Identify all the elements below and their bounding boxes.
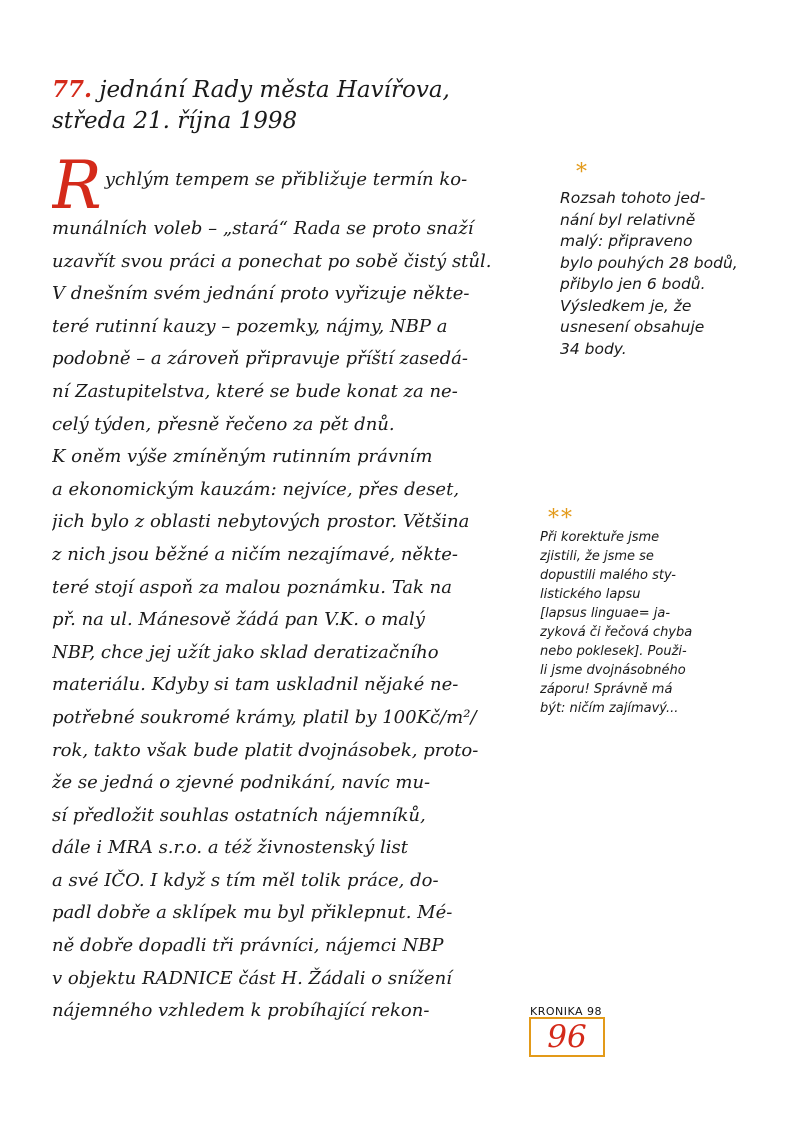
body-line: V dnešním svém jednání proto vyřizuje někte- bbox=[52, 283, 470, 305]
note-line: li jsme dvojnásobného bbox=[540, 663, 686, 678]
body-line: že se jedná o zjevné podnikání, navíc mu- bbox=[52, 772, 431, 794]
meeting-heading bbox=[52, 74, 512, 137]
note-line: [lapsus linguae= ja- bbox=[540, 606, 671, 621]
body-line: př. na ul. Mánesově žádá pan V.K. o malý bbox=[52, 609, 425, 631]
heading-title: jednání Rady města Havířova, bbox=[92, 77, 450, 103]
body-line: celý týden, přesně řečeno za pět dnů. bbox=[52, 413, 395, 435]
body-line: padl dobře a sklípek mu byl přiklepnut. Mé- bbox=[52, 902, 453, 924]
body-line: munálních voleb – „stará“ Rada se proto snaží bbox=[52, 218, 474, 239]
page-number: 96 bbox=[547, 1019, 587, 1055]
note-line: Výsledkem je, že bbox=[560, 296, 692, 315]
body-line: a ekonomickým kauzám: nejvíce, přes deset, bbox=[52, 478, 460, 500]
drop-cap: R bbox=[52, 148, 102, 212]
note-line: být: ničím zajímavý... bbox=[540, 701, 679, 716]
body-line: jich bylo z oblasti nebytových prostor. Většina bbox=[52, 511, 470, 533]
body-line: z nich jsou běžné a ničím nezajímavé, někte- bbox=[52, 543, 458, 565]
body-line: teré stojí aspoň za malou poznámku. Tak na bbox=[52, 576, 452, 598]
note-line: listického lapsu bbox=[540, 587, 641, 602]
note-line: Rozsah tohoto jed- bbox=[560, 189, 706, 207]
asterisk-icon: * bbox=[576, 160, 587, 185]
body-line: podobně – a zároveň připravuje příští zasedá- bbox=[52, 348, 468, 370]
note-line: přibylo jen 6 bodů. bbox=[560, 275, 706, 293]
body-line: materiálu. Kdyby si tam uskladnil nějaké ne- bbox=[52, 674, 459, 696]
body-line: ní Zastupitelstva, které se bude konat za ne- bbox=[52, 380, 458, 402]
margin-note-2 bbox=[540, 528, 755, 718]
note-line: bylo pouhých 28 bodů, bbox=[560, 253, 738, 272]
body-line: potřebné soukromé krámy, platil by 100Kč/m²/ bbox=[52, 706, 477, 728]
note-line: záporu! Správně má bbox=[540, 682, 673, 697]
double-asterisk-icon: ** bbox=[548, 506, 574, 531]
body-line: ně dobře dopadli tři právníci, nájemci NBP bbox=[52, 935, 444, 957]
note-line: zyková či řečová chyba bbox=[540, 625, 693, 640]
note-line: usnesení obsahuje bbox=[560, 318, 705, 336]
meeting-number: 77. bbox=[52, 76, 93, 103]
note-line: nebo poklesek]. Použi- bbox=[540, 644, 687, 659]
body-line: sí předložit souhlas ostatních nájemníků, bbox=[52, 804, 426, 826]
note-line: zjistili, že jsme se bbox=[540, 549, 654, 564]
note-line: dopustili malého sty- bbox=[540, 568, 676, 583]
page-number-box bbox=[529, 1017, 605, 1057]
body-line: teré rutinní kauzy – pozemky, nájmy, NBP a bbox=[52, 315, 448, 337]
body-line: dále i MRA s.r.o. a též živnostenský list bbox=[52, 837, 408, 859]
body-line: Rychlým tempem se přibližuje termín ko- bbox=[52, 148, 532, 212]
body-line: uzavřít svou práci a ponechat po sobě čistý stůl. bbox=[52, 250, 492, 272]
main-text bbox=[52, 148, 532, 1028]
heading-date: středa 21. října 1998 bbox=[52, 108, 298, 134]
chronicle-label: KRONIKA 98 bbox=[530, 1005, 603, 1018]
note-line: Při korektuře jsme bbox=[540, 530, 660, 545]
body-line: nájemného vzhledem k probíhající rekon- bbox=[52, 1000, 430, 1022]
body-line: v objektu RADNICE část H. Žádali o snížení bbox=[52, 967, 452, 989]
body-line: rok, takto však bude platit dvojnásobek, proto- bbox=[52, 739, 479, 761]
margin-note-1 bbox=[560, 188, 760, 360]
note-line: 34 body. bbox=[560, 339, 627, 358]
note-line: nání byl relativně bbox=[560, 210, 696, 229]
note-line: malý: připraveno bbox=[560, 232, 693, 250]
body-line: NBP, chce jej užít jako sklad deratizačního bbox=[52, 641, 439, 663]
body-line: K oněm výše zmíněným rutinním právním bbox=[52, 446, 433, 468]
body-line: a své IČO. I když s tím měl tolik práce, do- bbox=[52, 869, 439, 891]
heading-line-1 bbox=[52, 74, 512, 106]
